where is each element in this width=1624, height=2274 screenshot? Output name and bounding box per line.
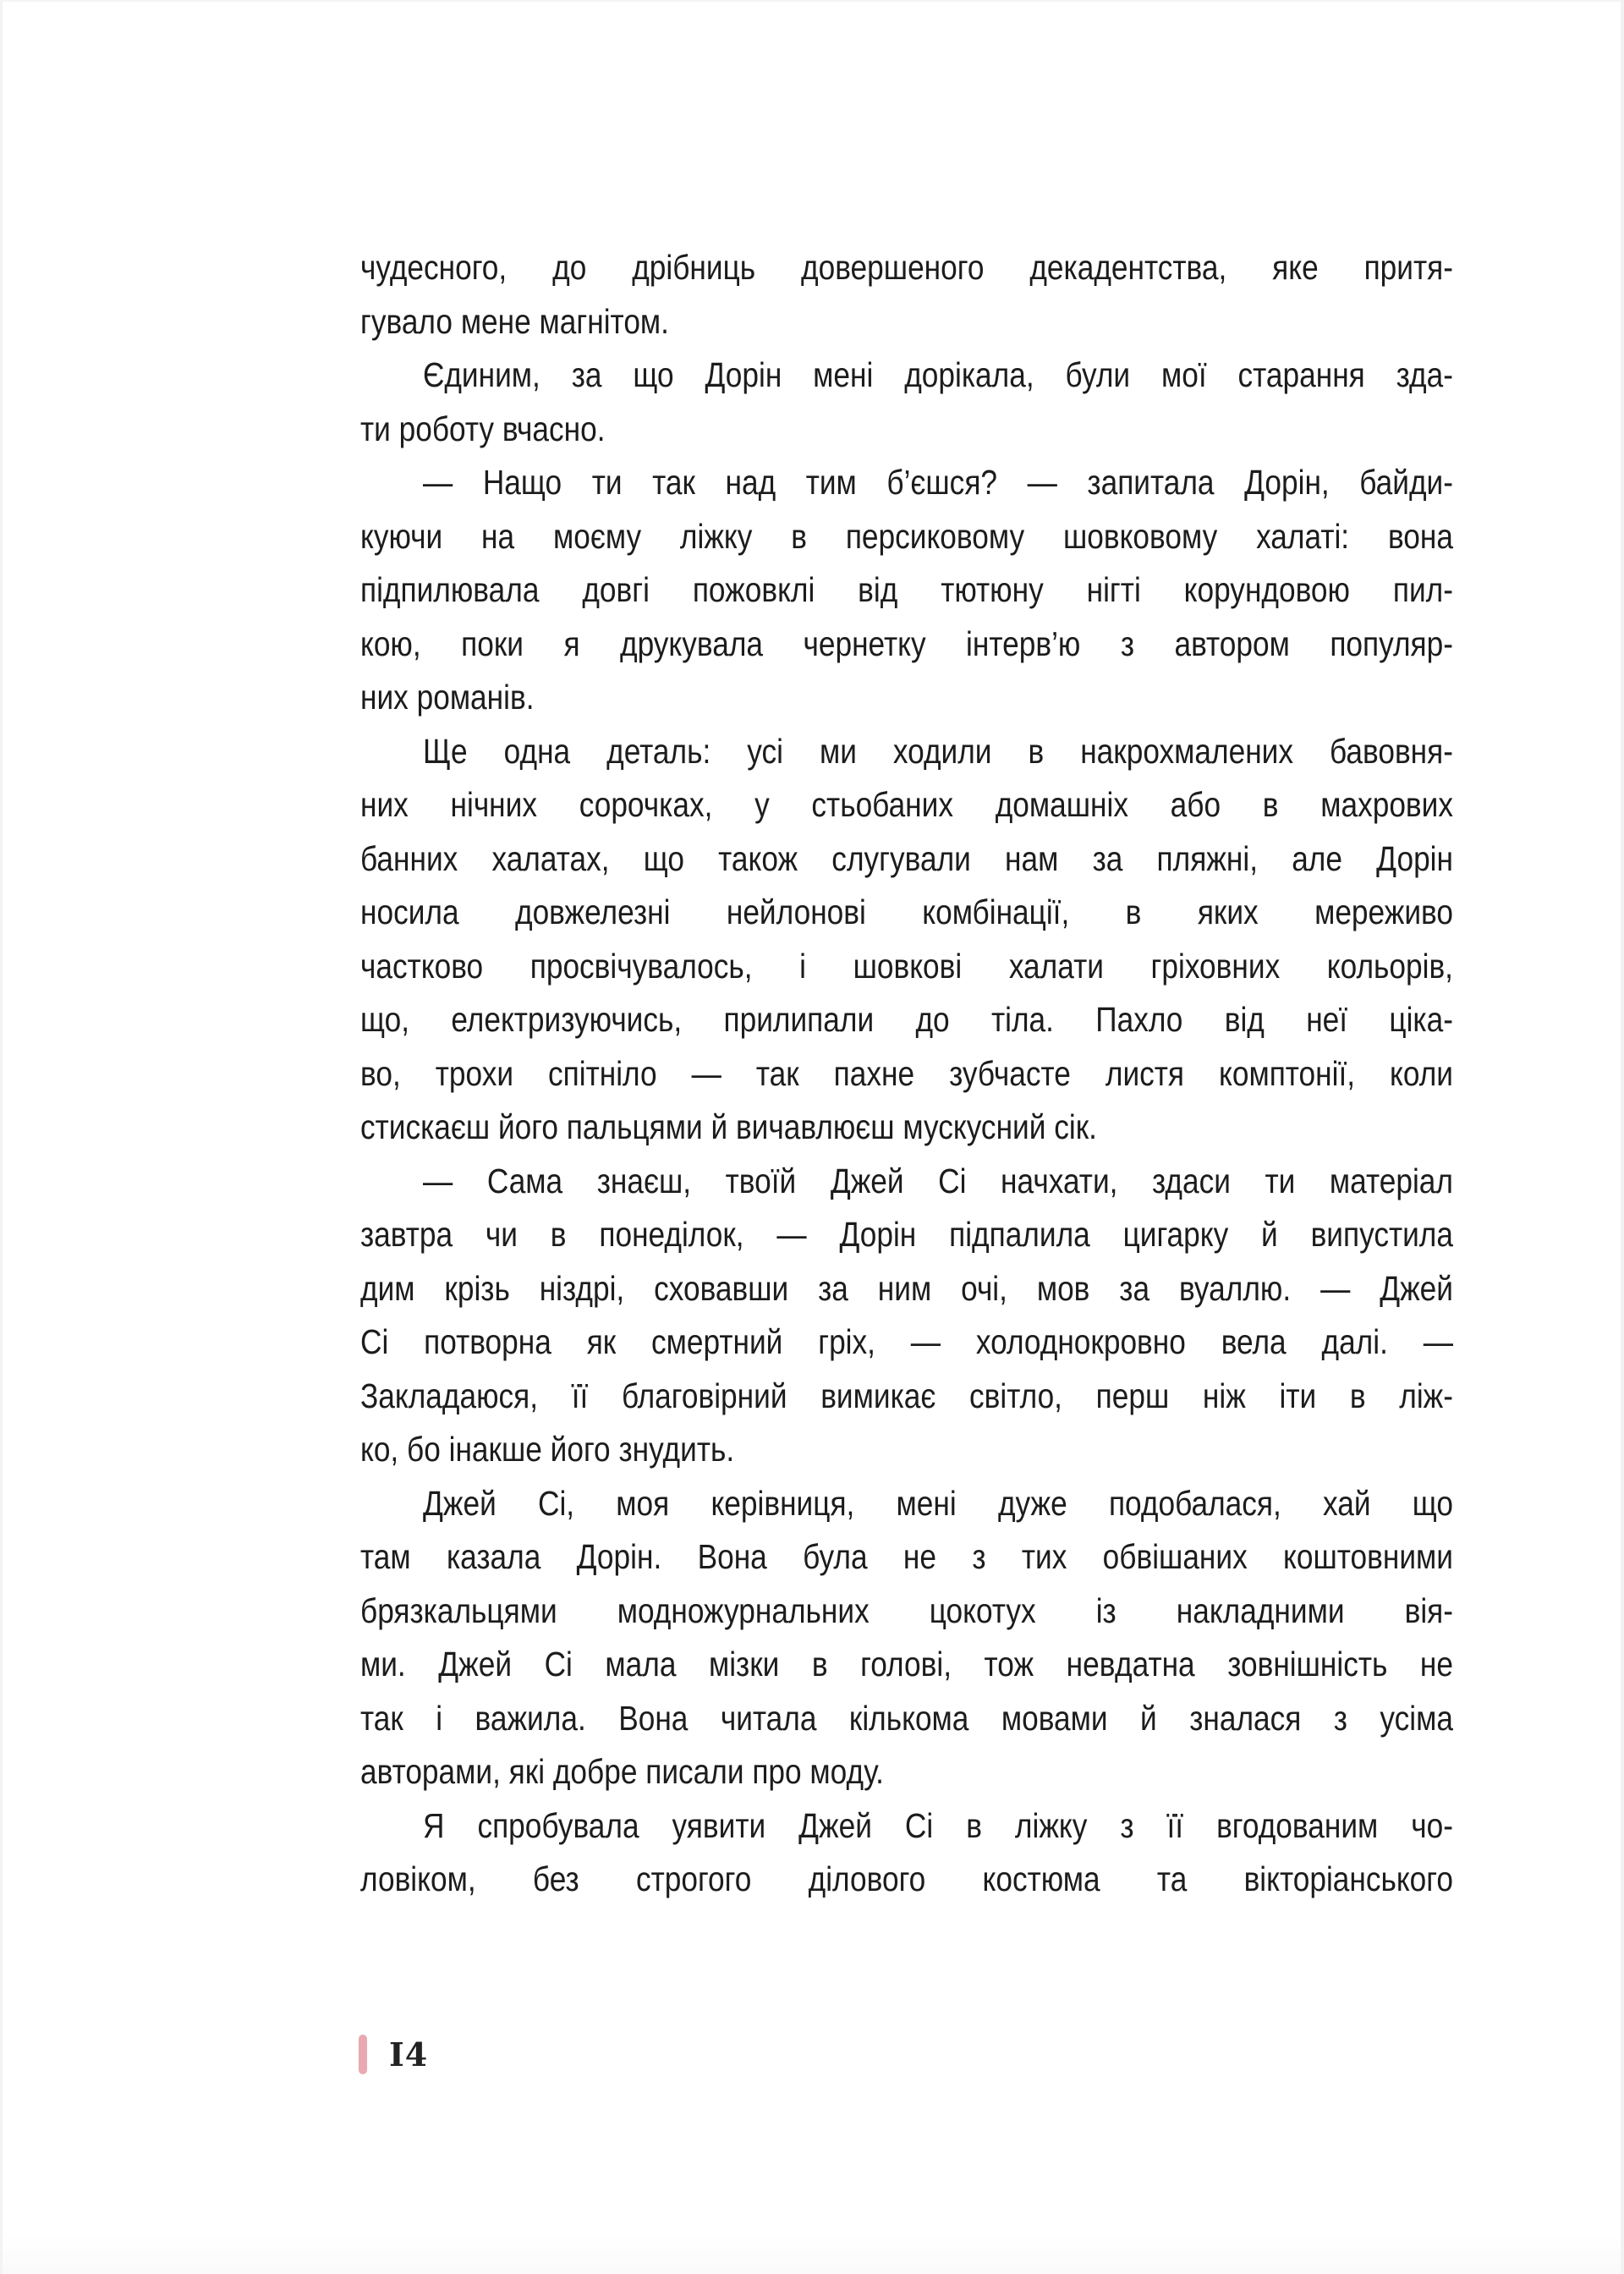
body-text: [360, 241, 1453, 1907]
page-number-accent-bar: [359, 2035, 367, 2074]
paragraph-first-line: [360, 1477, 1453, 1531]
text-line: [360, 1316, 1453, 1370]
text-line: [360, 1101, 1453, 1155]
line-text: брязкальцями модножурнальних цокотух із накладними вія-: [360, 1590, 1453, 1630]
line-text: ловіком, без строгого ділового костюма та вікторіанського: [360, 1859, 1453, 1898]
text-line: [360, 832, 1453, 887]
line-text: куючи на моєму ліжку в персиковому шовковому халаті: вона: [360, 516, 1453, 556]
line-text: що, електризуючись, прилипали до тіла. Пахло від неї ціка-: [360, 1000, 1453, 1039]
text-line: [360, 1530, 1453, 1585]
line-text: так і важила. Вона читала кількома мовами й зналася з усіма: [360, 1698, 1453, 1738]
paragraph-first-line: [360, 1155, 1453, 1209]
text-line: [360, 940, 1453, 994]
paragraph-first-line: [360, 349, 1453, 403]
text-line: [360, 295, 1453, 349]
line-text: — Нащо ти так над тим б’єшся? — запитала Дорін, байди-: [423, 463, 1453, 502]
line-text: завтра чи в понеділок, — Дорін підпалила цигарку й випустила: [360, 1215, 1453, 1254]
line-text: кою, поки я друкувала чернетку інтерв’ю з автором популяр-: [360, 623, 1453, 663]
page-number: I4: [389, 2035, 429, 2074]
text-line: [360, 993, 1453, 1047]
line-text: во, трохи спітніло — так пахне зубчасте листя комптонії, коли: [360, 1053, 1453, 1093]
text-line: [360, 1638, 1453, 1692]
line-text: носила довжелезні нейлонові комбінації, в яких мереживо: [360, 893, 1453, 931]
line-text: дим крізь ніздрі, сховавши за ним очі, мов за вуаллю. — Джей: [360, 1268, 1453, 1308]
line-text: банних халатах, що також слугували нам за пляжні, але Дорін: [360, 838, 1453, 878]
line-text: Єдиним, за що Дорін мені дорікала, були мої старання зда-: [423, 355, 1453, 394]
line-text: авторами, які добре писали про моду.: [360, 1752, 884, 1791]
paragraph-first-line: [360, 1799, 1453, 1854]
line-text: Ще одна деталь: усі ми ходили в накрохмалених бавовня-: [423, 731, 1453, 771]
text-line: [360, 1692, 1453, 1746]
line-text: ми. Джей Сі мала мізки в голові, тож невдатна зовнішність не: [360, 1645, 1453, 1684]
text-line: [360, 778, 1453, 832]
line-text: Я спробувала уявити Джей Сі в ліжку з її вгодованим чо-: [423, 1805, 1453, 1845]
line-text: них нічних сорочках, у стьобаних домашніх або в махрових: [360, 785, 1453, 824]
text-line: [360, 671, 1453, 725]
text-line: [360, 510, 1453, 564]
line-text: ко, бо інакше його знудить.: [360, 1430, 735, 1469]
text-line: [360, 618, 1453, 672]
text-line: [360, 1370, 1453, 1424]
line-text: Сі потворна як смертний гріх, — холоднокровно вела далі. —: [360, 1322, 1453, 1361]
line-text: них романів.: [360, 678, 535, 717]
page-bottom-shade: [3, 2233, 1621, 2274]
text-line: [360, 403, 1453, 457]
line-text: стискаєш його пальцями й вичавлюєш мускусний сік.: [360, 1107, 1097, 1146]
text-line: [360, 1745, 1453, 1799]
text-line: [360, 563, 1453, 618]
text-line: [360, 1585, 1453, 1639]
text-line: [360, 241, 1453, 295]
paragraph-first-line: [360, 725, 1453, 779]
line-text: — Сама знаєш, твоїй Джей Сі начхати, здаси ти матеріал: [423, 1161, 1453, 1200]
line-text: гувало мене магнітом.: [360, 301, 669, 341]
text-line: [360, 886, 1453, 940]
paragraph-first-line: [360, 456, 1453, 510]
line-text: там казала Дорін. Вона була не з тих обвішаних коштовними: [360, 1537, 1453, 1576]
text-line: [360, 1047, 1453, 1101]
line-text: Закладаюся, її благовірний вимикає світло, перш ніж іти в ліж-: [360, 1376, 1453, 1415]
line-text: Джей Сі, моя керівниця, мені дуже подобалася, хай що: [423, 1483, 1453, 1523]
line-text: підпилювала довгі пожовклі від тютюну нігті корундовою пил-: [360, 570, 1453, 609]
text-line: [360, 1423, 1453, 1477]
text-line: [360, 1208, 1453, 1262]
line-text: частково просвічувалось, і шовкові халати гріховних кольорів,: [360, 946, 1453, 986]
line-text: чудесного, до дрібниць довершеного декадентства, яке притя-: [360, 248, 1453, 287]
line-text: ти роботу вчасно.: [360, 409, 606, 448]
text-line: [360, 1853, 1453, 1907]
text-line: [360, 1262, 1453, 1316]
